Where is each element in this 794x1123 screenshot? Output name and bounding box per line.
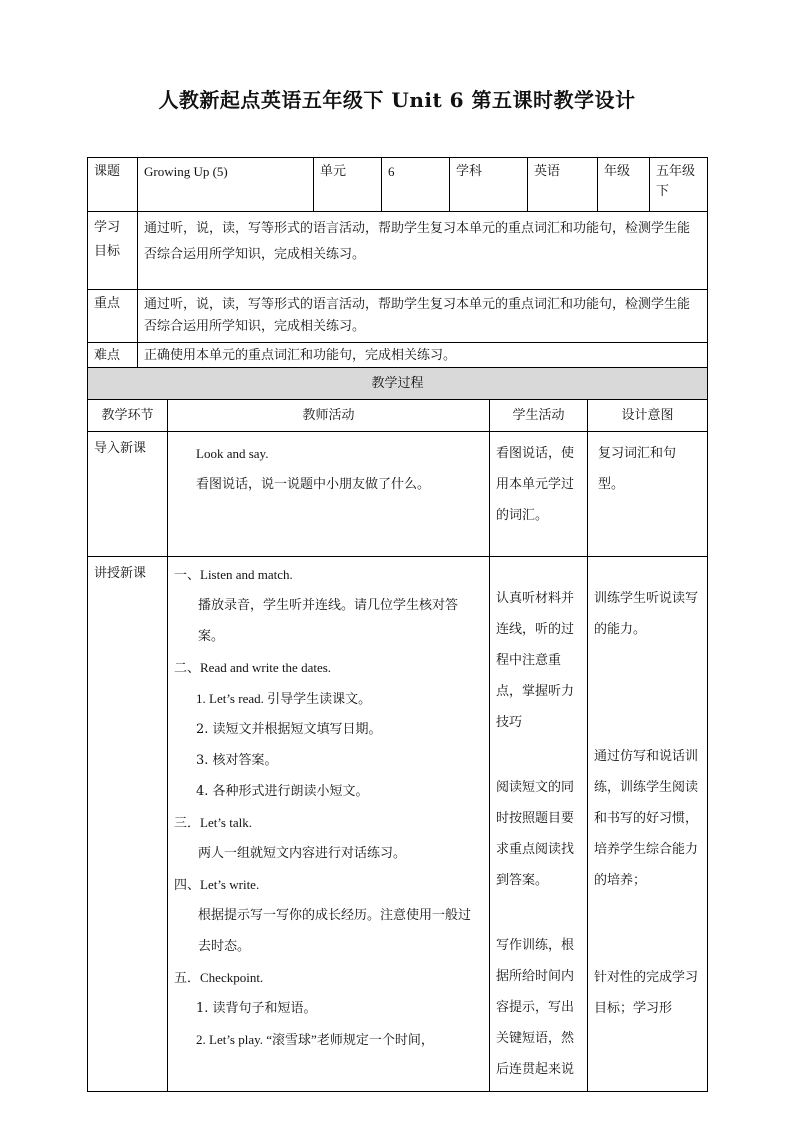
new-lesson-row bbox=[88, 557, 708, 1092]
teacher-step: 根据提示写一写你的成长经历。注意使用一般过去时态。 bbox=[198, 908, 472, 954]
topic-value: Growing Up (5) bbox=[138, 158, 314, 212]
new-teacher bbox=[168, 557, 490, 1092]
design-intent: 针对性的完成学习目标；学习形 bbox=[594, 970, 699, 1016]
subject-value: 英语 bbox=[528, 158, 598, 212]
teacher-step: 4. 各种形式进行朗读小短文。 bbox=[196, 784, 369, 799]
topic-label: 课题 bbox=[88, 158, 138, 212]
new-stage: 讲授新课 bbox=[88, 557, 168, 1092]
intro-row bbox=[88, 432, 708, 557]
teacher-step: 2. 读短文并根据短文填写日期。 bbox=[196, 722, 382, 737]
lesson-info-table bbox=[87, 157, 708, 371]
difficulties-text: 正确使用本单元的重点词汇和功能句，完成相关练习。 bbox=[138, 343, 708, 371]
objectives-text: 通过听，说，读，写等形式的语言活动，帮助学生复习本单元的重点词汇和功能句，检测学生能否综合运用所学知识，完成相关练习。 bbox=[138, 212, 708, 290]
process-heading: 教学过程 bbox=[88, 368, 708, 400]
objectives-row bbox=[88, 212, 708, 290]
teacher-step: 二、Read and write the dates. bbox=[174, 660, 332, 675]
teacher-step: 播放录音，学生听并连线。请几位学生核对答案。 bbox=[198, 598, 459, 644]
col-intent: 设计意图 bbox=[588, 400, 708, 432]
teacher-step: 1. Let’s read. 引导学生读课文。 bbox=[196, 691, 372, 706]
page-title: 人教新起点英语五年级下 Unit 6 第五课时教学设计 bbox=[158, 88, 636, 112]
key-points-label: 重点 bbox=[88, 290, 138, 343]
process-column-headers bbox=[88, 400, 708, 432]
intro-teacher-line: 看图说话，说一说题中小朋友做了什么。 bbox=[196, 477, 431, 492]
student-activity: 阅读短文的同时按照题目要求重点阅读找到答案。 bbox=[496, 780, 575, 888]
col-student: 学生活动 bbox=[490, 400, 588, 432]
grade-label: 年级 bbox=[598, 158, 650, 212]
col-teacher: 教师活动 bbox=[168, 400, 490, 432]
process-heading-row bbox=[88, 368, 708, 400]
grade-value: 五年级下 bbox=[650, 158, 708, 212]
teacher-step: 三．Let’s talk. bbox=[174, 815, 252, 830]
col-stage: 教学环节 bbox=[88, 400, 168, 432]
design-intent: 训练学生听说读写的能力。 bbox=[594, 591, 699, 637]
new-intent bbox=[588, 557, 708, 1092]
unit-value: 6 bbox=[382, 158, 450, 212]
difficulties-label: 难点 bbox=[88, 343, 138, 371]
objectives-label: 学习目标 bbox=[88, 212, 138, 290]
key-points-row bbox=[88, 290, 708, 343]
teacher-step: 1. 读背句子和短语。 bbox=[196, 1001, 317, 1016]
unit-label: 单元 bbox=[314, 158, 382, 212]
intro-intent: 复习词汇和句型。 bbox=[588, 432, 708, 557]
teacher-step: 2. Let’s play. “滚雪球”老师规定一个时间， bbox=[196, 1032, 434, 1047]
intro-student: 看图说话，使用本单元学过的词汇。 bbox=[490, 432, 588, 557]
key-points-text: 通过听，说，读，写等形式的语言活动，帮助学生复习本单元的重点词汇和功能句，检测学生能否综合运用所学知识，完成相关练习。 bbox=[138, 290, 708, 343]
student-activity: 写作训练，根据所给时间内容提示，写出关键短语，然后连贯起来说 bbox=[496, 938, 575, 1077]
teacher-step: 一、Listen and match. bbox=[174, 567, 293, 582]
subject-label: 学科 bbox=[450, 158, 528, 212]
intro-stage: 导入新课 bbox=[88, 432, 168, 557]
intro-teacher-line: Look and say. bbox=[196, 446, 269, 461]
teacher-step: 四、Let’s write. bbox=[174, 877, 260, 892]
new-student bbox=[490, 557, 588, 1092]
teacher-step: 3. 核对答案。 bbox=[196, 753, 278, 768]
info-row bbox=[88, 158, 708, 212]
student-activity: 认真听材料并连线，听的过程中注意重点，掌握听力技巧 bbox=[496, 591, 575, 730]
teacher-step: 五．Checkpoint. bbox=[174, 970, 264, 985]
teaching-process-table bbox=[87, 367, 708, 1092]
intro-teacher bbox=[168, 432, 490, 557]
design-intent: 通过仿写和说话训练，训练学生阅读和书写的好习惯，培养学生综合能力的培养； bbox=[594, 749, 699, 888]
teacher-step: 两人一组就短文内容进行对话练习。 bbox=[198, 846, 407, 861]
